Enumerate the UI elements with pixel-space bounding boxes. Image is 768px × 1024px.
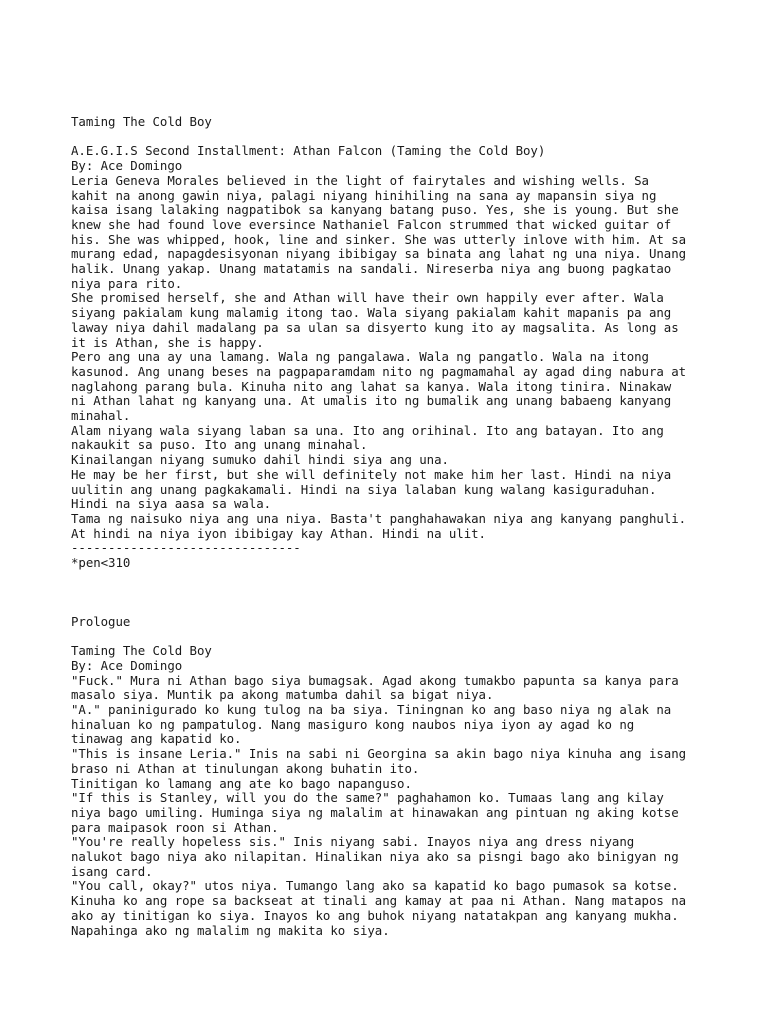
author-line: By: Ace Domingo (71, 158, 183, 174)
text-line: At hindi na niya iyon ibibigay kay Athan. Hindi na ulit. (71, 525, 486, 541)
text-line: isang card. (71, 863, 153, 879)
text-line: siyang pakialam kung malamig itong tao. Wala siyang pakialam kahit mapanis pa ang (71, 305, 672, 321)
series-line: A.E.G.I.S Second Installment: Athan Falcon (Taming the Cold Boy) (71, 143, 546, 159)
text-line: halik. Unang yakap. Unang matatamis na sandali. Nireserba niya ang buong pagkatao (71, 261, 672, 277)
text-line: "You call, okay?" utos niya. Tumango lang ako sa kapatid ko bago pumasok sa kotse. (71, 878, 679, 894)
text-line: Napahinga ako ng malalim ng makita ko siya. (71, 922, 390, 938)
text-line: "This is insane Leria." Inis na sabi ni Georgina sa akin bago niya kinuha ang isang (71, 746, 687, 762)
prologue-heading: Prologue (71, 613, 131, 629)
text-line: hinaluan ko ng pampatulog. Nang masiguro kong naubos niya iyon ay agad ko ng (71, 716, 635, 732)
text-line: knew she had found love eversince Nathaniel Falcon strummed that wicked guitar of (71, 216, 672, 232)
text-line: Pero ang una ay una lamang. Wala ng pangalawa. Wala ng pangatlo. Wala na itong (71, 349, 649, 365)
document-title: Taming The Cold Boy (71, 114, 212, 129)
synopsis-text (71, 174, 721, 571)
text-line: *pen<310 (71, 555, 131, 571)
prologue-author: By: Ace Domingo (71, 657, 183, 673)
text-line: Hindi na siya aasa sa wala. (71, 496, 272, 512)
text-line: "If this is Stanley, will you do the same?" paghahamon ko. Tumaas lang ang kilay (71, 790, 664, 806)
text-line: kahit na anong gawin niya, palagi niyang hinihiling na sana ay mapansin siya ng (71, 187, 657, 203)
text-line: nakaukit sa puso. Ito ang unang minahal. (71, 437, 368, 453)
text-line: naglahong parang bula. Kinuha nito ang lahat sa kanya. Wala itong tinira. Ninakaw (71, 378, 672, 394)
text-line: his. She was whipped, hook, line and sinker. She was utterly inlove with him. At sa (71, 231, 687, 247)
text-line: kasunod. Ang unang beses na pagpaparamdam nito ng pagmamahal ay agad ding nabura at (71, 363, 687, 379)
text-line: Tama ng naisuko niya ang una niya. Basta't panghahawakan niya ang kanyang panghuli. (71, 510, 687, 526)
text-line: uulitin ang unang pagkakamali. Hindi na siya lalaban kung walang kasiguraduhan. (71, 481, 657, 497)
text-line: nalukot bago niya ako nilapitan. Hinalikan niya ako sa pisngi bago ako binigyan ng (71, 849, 679, 865)
text-line: Kinailangan niyang sumuko dahil hindi siya ang una. (71, 452, 449, 468)
prologue-title: Taming The Cold Boy (71, 643, 212, 659)
section-gap (71, 571, 721, 615)
text-line: tinawag ang kapatid ko. (71, 731, 242, 747)
text-line: Leria Geneva Morales believed in the light of fairytales and wishing wells. Sa (71, 172, 649, 188)
text-line: She promised herself, she and Athan will have their own happily ever after. Wala (71, 290, 664, 306)
text-line: Kinuha ko ang rope sa backseat at tinali ang kamay at paa ni Athan. Nang matapos na (71, 893, 687, 909)
text-line: braso ni Athan at tinulungan akong buhatin ito. (71, 760, 420, 776)
text-line: kaisa isang lalaking nagpatibok sa kanyang batang puso. Yes, she is young. But she (71, 202, 679, 218)
text-line: ------------------------------- (71, 540, 301, 556)
text-line: "A." paninigurado ko kung tulog na ba siya. Tiningnan ko ang baso niya ng alak na (71, 701, 672, 717)
text-line: Tinitigan ko lamang ang ate ko bago napanguso. (71, 775, 412, 791)
text-line: para maipasok roon si Athan. (71, 819, 279, 835)
text-line: "You're really hopeless sis." Inis niyang sabi. Inayos niya ang dress niyang (71, 834, 635, 850)
text-line: laway niya dahil madalang pa sa ulan sa disyerto kung ito ay magsalita. As long as (71, 319, 679, 335)
text-line: masalo siya. Muntik pa akong matumba dahil sa bigat niya. (71, 687, 494, 703)
spacer (71, 629, 721, 644)
text-line: ni Athan lahat ng kanyang una. At umalis ito ng bumalik ang unang babaeng kanyang (71, 393, 672, 409)
text-line: Alam niyang wala siyang laban sa una. Ito ang orihinal. Ito ang batayan. Ito ang (71, 422, 664, 438)
prologue-text (71, 674, 721, 939)
text-line: niya bago umiling. Huminga siya ng malalim at hinawakan ang pintuan ng aking kotse (71, 804, 679, 820)
text-line: He may be her first, but she will definitely not make him her last. Hindi na niya (71, 466, 672, 482)
spacer (71, 130, 721, 145)
text-line: ako ay tinitigan ko siya. Inayos ko ang buhok niyang natatakpan ang kanyang mukha. (71, 907, 679, 923)
text-line: murang edad, napagdesisyonan niyang ibibigay sa binata ang lahat ng una niya. Unang (71, 246, 687, 262)
text-line: niya para rito. (71, 275, 183, 291)
text-line: minahal. (71, 408, 131, 424)
text-line: it is Athan, she is happy. (71, 334, 264, 350)
document-page (71, 115, 721, 938)
text-line: "Fuck." Mura ni Athan bago siya bumagsak. Agad akong tumakbo papunta sa kanya para (71, 672, 679, 688)
